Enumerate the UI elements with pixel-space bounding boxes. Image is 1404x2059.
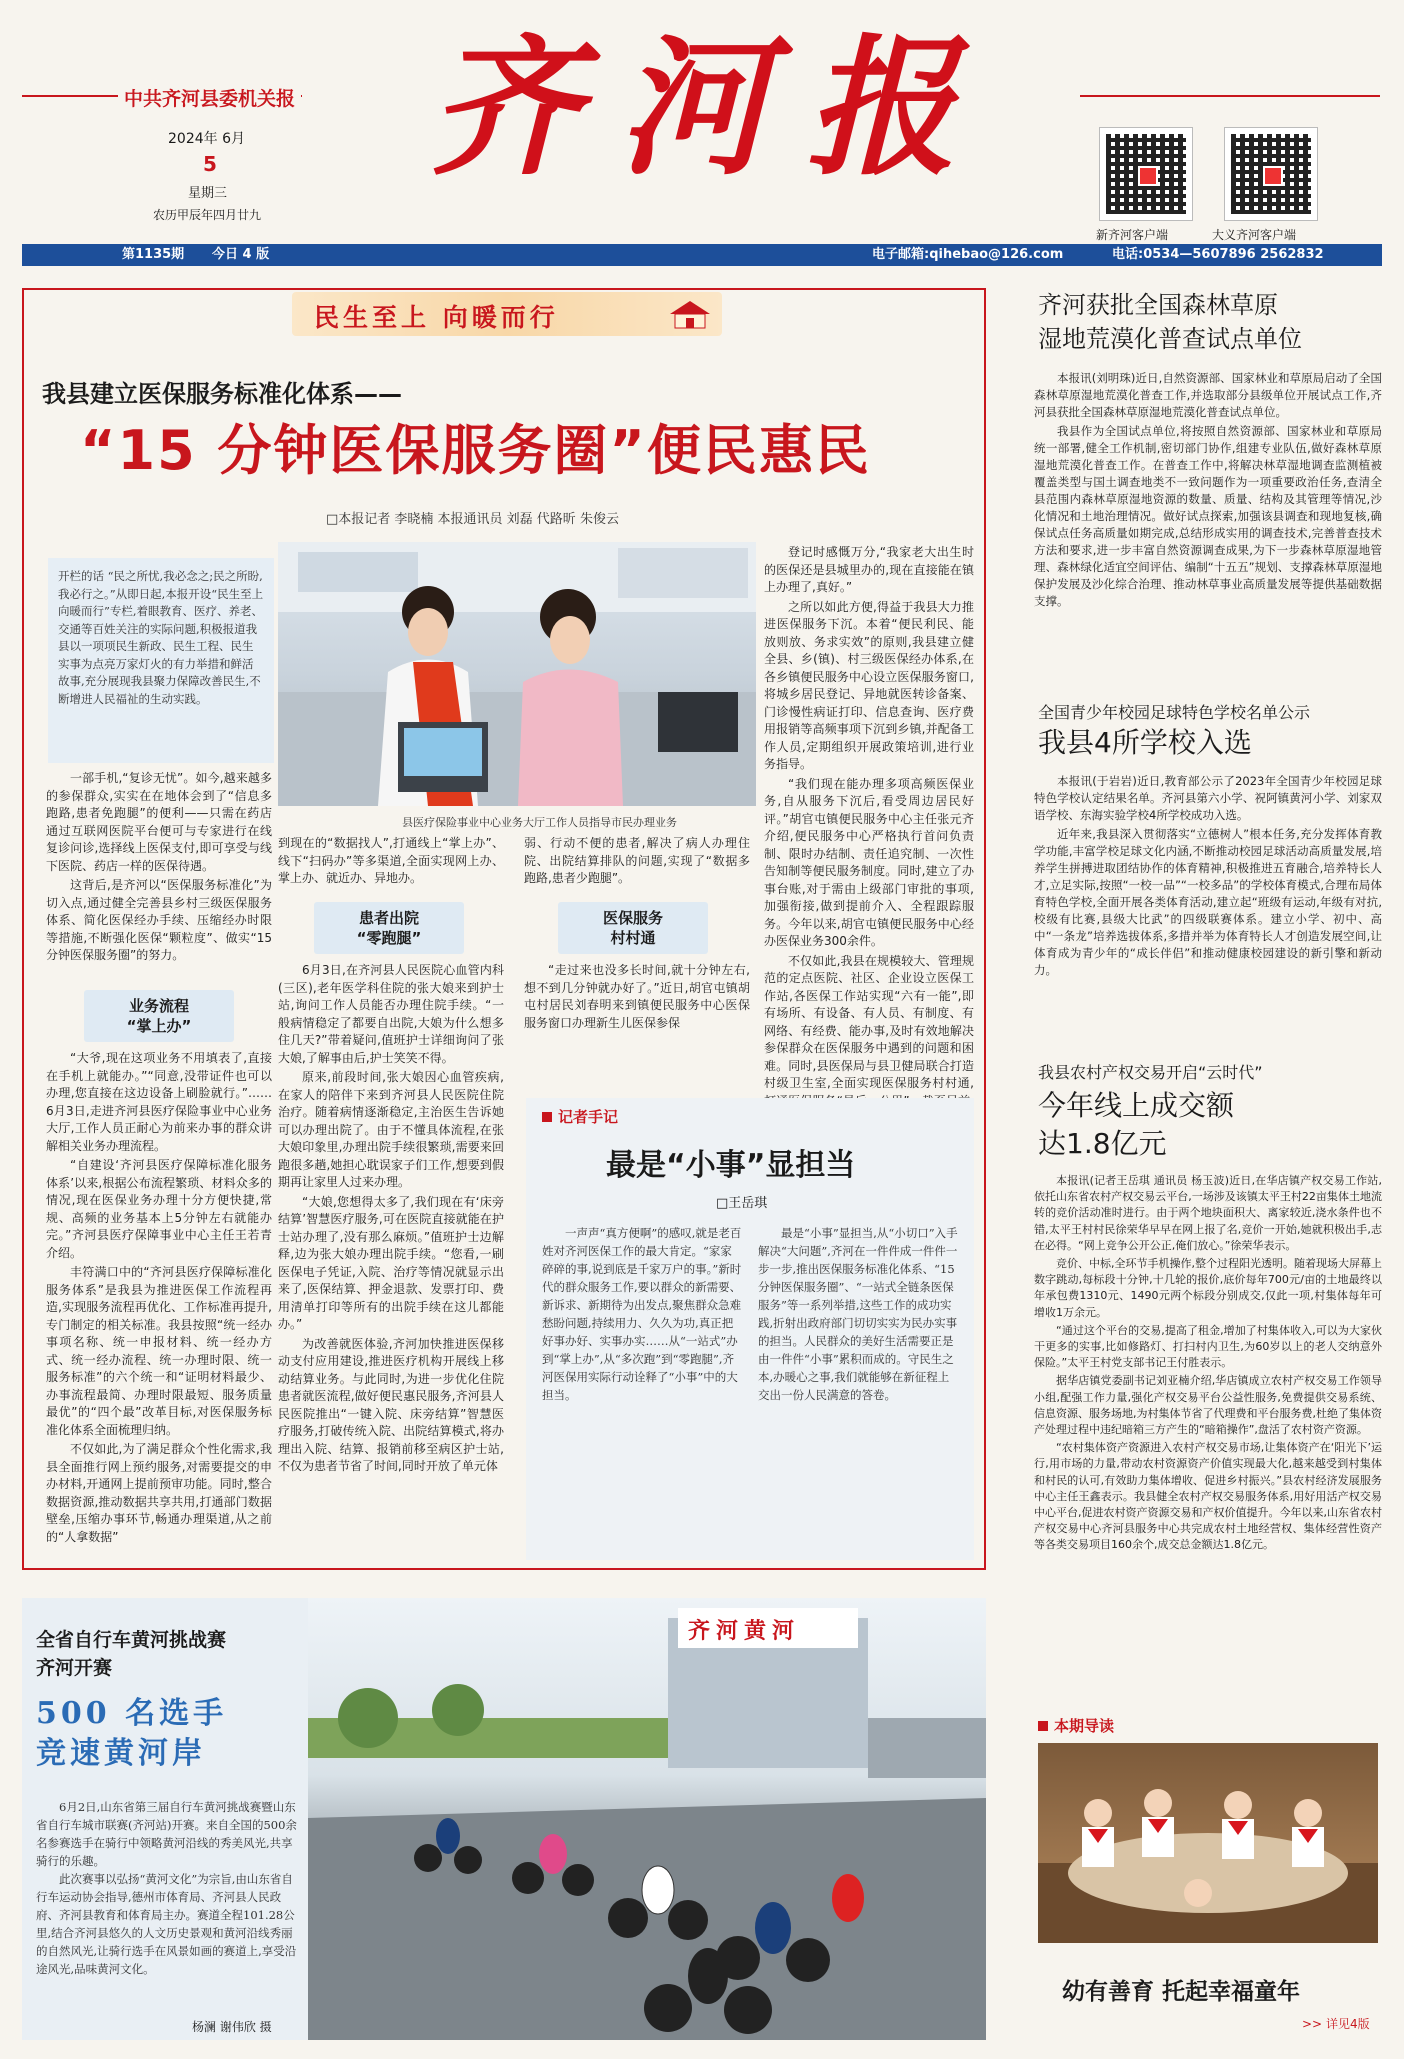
paragraph: 不仅如此,我县在规模较大、管理规范的定点医院、社区、企业设立医保工作站,各医保工作站实现“六有一能”,即有场所、有设备、有人员、有制度、有网络、有经费、能办事,及时有效地解决参保群众在医保服务中遇到的问题和困难。同时,县医保局与县卫健局联合打造村级卫生室,全面实现医保服务村村通, [764, 953, 974, 1090]
arrow-right-icon: >> [1302, 2017, 1323, 2031]
note-author: □王岳琪 [716, 1196, 768, 1211]
col1-bottom [46, 1050, 272, 1570]
guide-label: 本期导读 [1054, 1717, 1115, 1735]
paragraph: 这背后,是齐河以“医保服务标准化”为切入点,通过健全完善县乡村三级医保服务体系、简化医保经办手续、压缩经办时限等措施,不断强化医保“颗粒度”、做实“15分钟医保服务圈”的努力。 [46, 878, 272, 962]
paragraph: 为改善就医体验,齐河加快推进医保移动支付应用建设,推进医疗机构开展线上移动结算业务。与此同时,为进一步优化住院患者就医流程,做好便民惠民服务,齐河县人民医院推出“一键入院、床旁结算”智慧医疗服务,打破传统入院、出院结算模式,将办理出入院、结算、报销前移至病区护士站,不仅为患者节省了时间,同时开放了单元体 [278, 1336, 504, 1473]
phone: 电话:0534—5607896 2562832 [1112, 247, 1324, 262]
qr1-label: 新齐河客户端 [1096, 228, 1169, 242]
masthead-weekday: 星期三 [188, 186, 228, 201]
article-title: 我县4所学校入选 [1038, 726, 1252, 759]
guide-more-label: 详见4版 [1325, 2017, 1370, 2031]
article-property [1034, 1060, 1382, 1643]
paragraph: “通过这个平台的交易,提高了租金,增加了村集体收入,可以为大家伙干更多的实事,比如修路灯、打扫村内卫生,为60岁以上的老人交纳意外保险。”太平王村党支部书记王付胜表示。 [1034, 1323, 1382, 1370]
masthead-title: 齐河报 [430, 20, 995, 196]
article-football [1034, 700, 1382, 981]
byline: □本报记者 李晓楠 本报通讯员 刘磊 代路昕 朱俊云 [326, 512, 619, 527]
page-count: 今日 4 版 [212, 247, 270, 262]
paragraph: 6月2日,山东省第三届自行车黄河挑战赛暨山东省自行车城市联赛(齐河站)开赛。来自全国的500余名参赛选手在骑行中领略黄河沿线的秀美风光,共享骑行的乐趣。 [36, 1800, 297, 1868]
guide-marker [1038, 1721, 1048, 1731]
note-title: 最是“小事”显担当 [606, 1148, 856, 1183]
paragraph: 近年来,我县深入贯彻落实“立德树人”根本任务,充分发挥体育教学功能,丰富学校足球文化内涵,不断推动校园足球活动高质量发展,培养学生拼搏进取团结协作的体育精神,积极推进五育融合,培养特长人才,立足实际,按照“一校一品”“一校多品”的学校体育模式,合理布局体育特色学校,全面开展各类体育活动,建立起“班级有运动,年级有对抗,校级有比赛,县级大比武”的四级联赛体系。建立小学、初中、高中“一条龙”培养选拔体系,多措并举为体育特长人才创造发展空间,让体育成为青少年的“成长伴侣”和推动健康校园建设的新引擎和新动力。 [1034, 827, 1382, 977]
paragraph: 我县作为全国试点单位,将按照自然资源部、国家林业和草原局统一部署,健全工作机制,密切部门协作,组建专业队伍,做好森林草原湿地荒漠化普查工作。在普查工作中,将解决林草湿地调查监测植被覆盖类型与国土调查地类不一致问题作为一项重要政治任务,查清全县范围内森林草原湿地资源的数量、质量、结构及其管理等情况,沙化情况和土地治理情况。做好试点探索,加强该县调查和现地复核,确保试点任务高质量如期完成,总结形成实用的调查技术,完善普查技术方法和要求,进一步丰富自然资源调查成果,为下一步森林草原湿地管理、森林绿化适宜空间评估、编制“十五五”规划、支撑森林草原湿地保护发展及沙化综合治理、推动林草事业高质量发展等提供基础数据支撑。 [1034, 424, 1382, 608]
paragraph: 竞价、中标,全环节手机操作,整个过程阳光透明。随着现场大屏幕上数字跳动,每标段十分钟,十几轮的报价,底价每年700元/亩的土地最终以年承包费1310元、1490元两个标段分别成交,仅此一项,村集体每年可增收1万余元。 [1034, 1257, 1382, 1319]
cycling-body [36, 1798, 304, 1978]
qr-code-icon [1100, 128, 1192, 220]
paragraph: 一部手机,“复诊无忧”。如今,越来越多的参保群众,实实在在地体会到了“信息多跑路,患者免跑腿”的便利——只需在药店通过互联网医院平台便可与专家进行在线复诊问诊,选择线上医保支付,即可享受与线下医院、药店一样的医保待遇。 [46, 771, 272, 873]
masthead-date: 2024年 6月 [168, 131, 245, 147]
paragraph: 本报讯(刘明珠)近日,自然资源部、国家林业和草原局启动了全国森林草原湿地荒漠化普查工作,并选取部分县级单位开展试点工作,齐河县获批全国森林草原湿地荒漠化普查试点单位。 [1034, 371, 1382, 419]
house-icon [666, 298, 714, 330]
paragraph: 6月3日,在齐河县人民医院心血管内科(三区),老年医学科住院的张大娘来到护士站,询问工作人员能否办理住院手续。“一般病情稳定了都要自出院,大娘为什么想多住几天?”带着疑问,值班护士详细询问了张大娘,了解事由后,护士笑笑不得。 [278, 963, 504, 1065]
masthead-day: 5 [203, 152, 217, 176]
reporter-note [526, 1098, 974, 1560]
article-body [1034, 773, 1382, 979]
note-col2: 最是“小事”显担当,从“小切口”入手解决“大问题”,齐河在一件件成一件件一步一步,推出医保服务标准化体系、“15分钟医保服务圈”、“一站式全链条医保服务”等一系列举措,这些工作的成功实践,折射出政府部门切切实实为民办实事的担当。人民群众的美好生活需要正是由一件件“小事”累积而成的。守民生之本,办暖心之事,我们就能够在新征程上交出一份人民满意的答卷。 [758, 1226, 958, 1402]
paragraph: 本报讯(记者王岳琪 通讯员 杨玉波)近日,在华店镇产权交易工作站,依托山东省农村产权交易云平台,一场涉及该镇太平王村22亩集体土地流转的竞价活动准时进行。由于两个地块面积大、离家较近,浇水条件也不错,太平王村村民徐荣华早早在网上报了名,竞价一开始,她就积极出手,志在必得。“网上竞争公开公正,俺们放心。”徐荣华表示。 [1034, 1174, 1382, 1252]
main-story [22, 288, 986, 1570]
guide-caption: 幼有善育 托起幸福童年 [1062, 1979, 1301, 2005]
guide-photo [1038, 1743, 1378, 1943]
headline: “15 分钟医保服务圈”便民惠民 [80, 419, 871, 482]
paragraph: “大娘,您想得太多了,我们现在有‘床旁结算’智慧医疗服务,可在医院直接就能在护士站办理了,没有那么麻烦。”值班护士边解释,边为张大娘办理出院手续。“您看,一刷医保电子凭证,入院、治疗等情况就显示出来了,医保结算、押金退款、发票打印、费用清单打印等所有的出院手续在这儿都能办。” [278, 1194, 504, 1331]
article-title: 齐河获批全国森林草原 湿地荒漠化普查试点单位 [1038, 291, 1302, 353]
subhead-village-service: 医保服务 村村通 [558, 902, 708, 954]
paragraph: “大爷,现在这项业务不用填表了,直接在手机上就能办。”“同意,没带证件也可以办理,您直接在这边设备上刷脸就行。”……6月3日,走进齐河县医疗保险事业中心业务大厅,工作人员正耐心为前来办事的群众讲解相关业务办理流程。 [46, 1051, 272, 1153]
banner-text: 民生至上 向暖而行 [314, 303, 559, 332]
email: 电子邮箱:qihebao@126.com [872, 247, 1064, 262]
kicker: 我县建立医保服务标准化体系—— [42, 380, 402, 408]
col2-top: 到现在的“数据找人”,打通线上“掌上办”、线下“扫码办”等多渠道,全面实现网上办、掌上办、就近办、异地办。 [278, 836, 504, 885]
paragraph: 原来,前段时间,张大娘因心血管疾病,在家人的陪伴下来到齐河县人民医院住院治疗。随着病情逐渐稳定,主治医生告诉她可以办理出院了。由于不懂具体流程,在张大娘印象里,办理出院手续很繁琐,需要来回跑很多趟,她担心耽误家子们工作,想要到假期再让家里人过来办理。 [278, 1070, 504, 1189]
paragraph: 不仅如此,为了满足群众个性化需求,我县全面推行网上预约服务,对需要提交的申办材料,开通网上提前预审功能。同时,整合数据资源,推动数据共享共用,打通部门数据壁垒,压缩办事环节,畅通办理渠道,从之前的“人拿数据” [46, 1442, 272, 1544]
banner [292, 292, 722, 336]
article-kicker: 我县农村产权交易开启“云时代” [1038, 1063, 1263, 1082]
intro-box: 开栏的话 “民之所忧,我必念之;民之所盼,我必行之。”从即日起,本报开设“民生至上 向暖而行”专栏,着眼教育、医疗、养老、交通等百姓关注的实际问题,积极报道我县以一项项民生新政、民生工程、民生实事为点亮万家灯火的有力举措和鲜活故事,充分展现我县聚力保障改善民生,不断增进人民福祉的生动实践。 [48, 558, 274, 763]
guide-more-link[interactable] [1302, 2015, 1370, 2032]
masthead [0, 0, 1404, 262]
qr-code-icon [1225, 128, 1317, 220]
col1-top [46, 770, 272, 967]
col4-body [764, 544, 974, 1090]
paragraph: “农村集体资产资源进入农村产权交易市场,让集体资产在‘阳光下’运行,用市场的力量,带动农村资源资产价值实现最大化,越来越受到村集体和村民的认可,有效助力集体增收、促进乡村振兴。”县农村经济发展服务中心主任王鑫表示。我县健全农村产权交易服务体系,用好用活产权交易中心平台,促进农村资产资源交易和产权价值提升。今年以来,山东省农村产权交易中心齐河县服务中心共完成农村土地经营权、集体经营性资产等各类交易项目160余个,成交总金额达1.8亿元。 [1034, 1441, 1382, 1552]
paragraph: “我们现在能办理多项高频医保业务,自从服务下沉后,看受周边居民好评。”胡官屯镇便民服务中心主任张元齐介绍,便民服务中心严格执行首问负责制、限时办结制、责任追究制、一次性告知制等便民服务制度。同时,建立了办事台账,对于需由上级部门审批的事项,加强衔接,做到提前介入、全程跟踪服务。今年以来,胡官屯镇便民服务中心经办医保业务300余件。 [764, 776, 974, 948]
paragraph: 登记时感慨万分,“我家老大出生时的医保还是县城里办的,现在直接能在镇上办理了,真好。” [764, 545, 974, 594]
paragraph: 本报讯(于岩岩)近日,教育部公示了2023年全国青少年校园足球特色学校认定结果名单。齐河县第六小学、祝阿镇黄河小学、刘家双语学校、东海实验学校4所学校成功入选。 [1034, 774, 1382, 822]
gate-sign: 齐河黄河 [688, 1618, 801, 1644]
qr2-label: 大义齐河客户端 [1212, 228, 1297, 242]
note-label: 记者手记 [558, 1108, 619, 1126]
cycling-title: 500 名选手 竞速黄河岸 [36, 1696, 228, 1771]
subhead-discharge: 患者出院 “零跑腿” [314, 902, 464, 954]
paragraph: “走过来也没多长时间,就十分钟左右,想不到几分钟就办好了。”近日,胡官屯镇胡屯村居民刘春明来到镇便民服务中心医保服务窗口办理新生儿医保参保 [524, 963, 750, 1030]
paragraph: “自建设‘齐河县医疗保障标准化服务体系’以来,根据公布流程繁琐、材料众多的情况,现在医保业务办理十分方便快捷,常规、高频的业务基本上5分钟左右就能办完。”齐河县医疗保障事业中心主任王若青介绍。 [46, 1158, 272, 1260]
photo-credit: 杨澜 谢伟欣 摄 [192, 2020, 272, 2034]
article-kicker: 全国青少年校园足球特色学校名单公示 [1038, 703, 1311, 722]
article-title: 今年线上成交额 达1.8亿元 [1038, 1089, 1235, 1160]
masthead-org: 中共齐河县委机关报 [118, 84, 301, 111]
guide-box [1034, 1715, 1382, 2045]
col3-top: 弱、行动不便的患者,解决了病人办理住院、出院结算排队的问题,实现了“数据多跑路,患者少跑腿”。 [524, 836, 750, 885]
col2-body [278, 962, 504, 1562]
col3-body [524, 962, 750, 1057]
note-col1: 一声声“真方便啊”的感叹,就是老百姓对齐河医保工作的最大肯定。“家家碎碎的事,说到底是千家万户的事。”新时代的群众服务工作,要以群众的新需要、新诉求、新期待为出发点,聚焦群众急难愁盼问题,持续用力、久久为功,真正把好事办好、实事办实……从“一站式”办到“掌上办”,从“多次跑”到“零跑腿”,齐河医保用实际行动诠释了“小事”中的大担当。 [542, 1226, 742, 1402]
paragraph: 丰符满口中的“齐河县医疗保障标准化服务体系”是我县为推进医保工作流程再造,实现服务流程再优化、工作标准再提升,专门制定的相关标准。我县按照“统一经办事项名称、统一申报材料、统一经办方式、统一经办流程、统一办理时限、统一服务标准”的六个统一和“证明材料最少、办事流程最简、办理时限最短、服务质量最优”的“四个最”改革目标,对医保服务标准化体系全面梳理归纳。 [46, 1265, 272, 1437]
paragraph: 此次赛事以弘扬“黄河文化”为宗旨,由山东省自行车运动协会指导,德州市体育局、齐河县人民政府、齐河县教育和体育局主办。赛道全程101.28公里,结合齐河县悠久的人文历史景观和黄河沿线秀丽的自然风光,让骑行选手在风景如画的赛道上,享受沿途风光,品味黄河文化。 [36, 1872, 297, 1976]
photo-caption: 县医疗保险事业中心业务大厅工作人员指导市民办理业务 [402, 816, 677, 829]
paragraph: 之所以如此方便,得益于我县大力推进医保服务下沉。本着“便民利民、能放则放、务求实效”的原则,我县建立健全县、乡(镇)、村三级医保经办体系,在各乡镇便民服务中心设立医保服务窗口,将城乡居民登记、异地就医转诊备案、门诊慢性病证打印、信息查询、医疗费用报销等高频事项下沉到乡镇,并配备工作人员,定期组织开展政策培训,进行业务指导。 [764, 599, 974, 771]
masthead-lunar: 农历甲辰年四月廿九 [153, 208, 262, 222]
cycling-story [22, 1598, 986, 2040]
cycling-photo [308, 1598, 986, 2040]
subhead-mobile-service: 业务流程 “掌上办” [84, 990, 234, 1042]
cycling-kicker: 全省自行车黄河挑战赛 齐河开赛 [36, 1629, 227, 1679]
info-bar [22, 244, 1382, 266]
office-photo [278, 542, 756, 806]
note-label-marker [542, 1112, 552, 1122]
paragraph: 据华店镇党委副书记刘亚楠介绍,华店镇成立农村产权交易工作领导小组,配强工作力量,强化产权交易平台公益性服务,免费提供交易系统、信息资源、服务场地,为村集体节省了代理费和平台服务费,杜绝了集体资产处理过程中违纪暗箱三方产生的“暗箱操作”,盘活了农村资产资源。 [1034, 1374, 1382, 1437]
article-forest [1034, 288, 1382, 612]
article-body [1034, 370, 1382, 610]
issue-number: 第1135期 [122, 247, 185, 262]
article-body [1034, 1173, 1382, 1643]
